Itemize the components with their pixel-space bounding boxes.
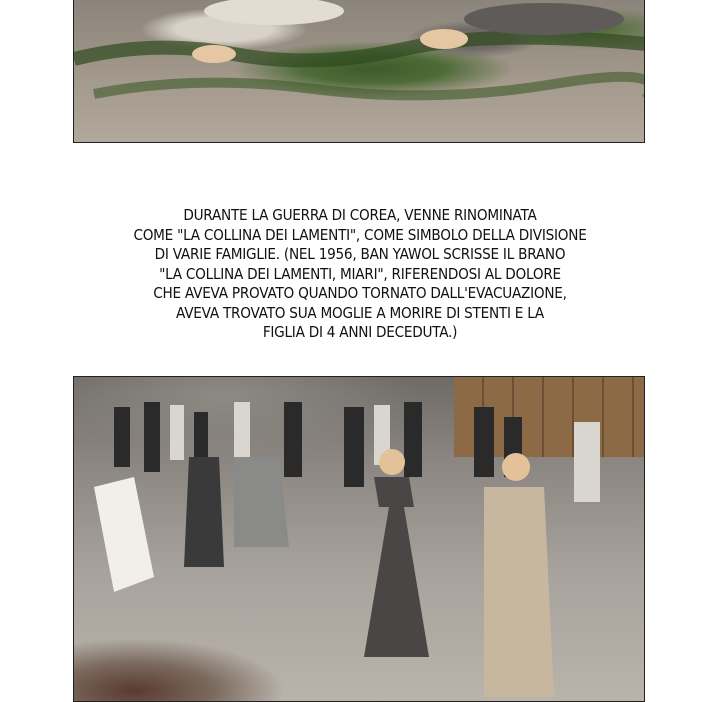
caption-line: "LA COLLINA DEI LAMENTI, MIARI", RIFERENDOSI AL DOLORE xyxy=(159,264,561,283)
caption-line: DURANTE LA GUERRA DI COREA, VENNE RINOMINATA xyxy=(183,206,537,224)
caption-line: DI VARIE FAMIGLIE. (NEL 1956, BAN YAWOL SCRISSE IL BRANO xyxy=(154,245,566,263)
caption-line: AVEVA TROVATO SUA MOGLIE A MORIRE DI STENTI E LA xyxy=(176,303,544,322)
crowd-illustration xyxy=(74,377,645,702)
caption-line: CHE AVEVA PROVATO QUANDO TORNATO DALL'EVACUAZIONE, xyxy=(153,284,567,302)
caption-line: FIGLIA DI 4 ANNI DECEDUTA.) xyxy=(262,323,458,341)
panel-illustration xyxy=(74,0,645,143)
comic-panel-bodies-in-grass xyxy=(73,0,645,143)
caption-line: COME "LA COLLINA DEI LAMENTI", COME SIMBOLO DELLA DIVISIONE xyxy=(133,225,587,244)
comic-panel-mourning-crowd xyxy=(73,376,645,702)
narration-caption xyxy=(43,206,677,343)
